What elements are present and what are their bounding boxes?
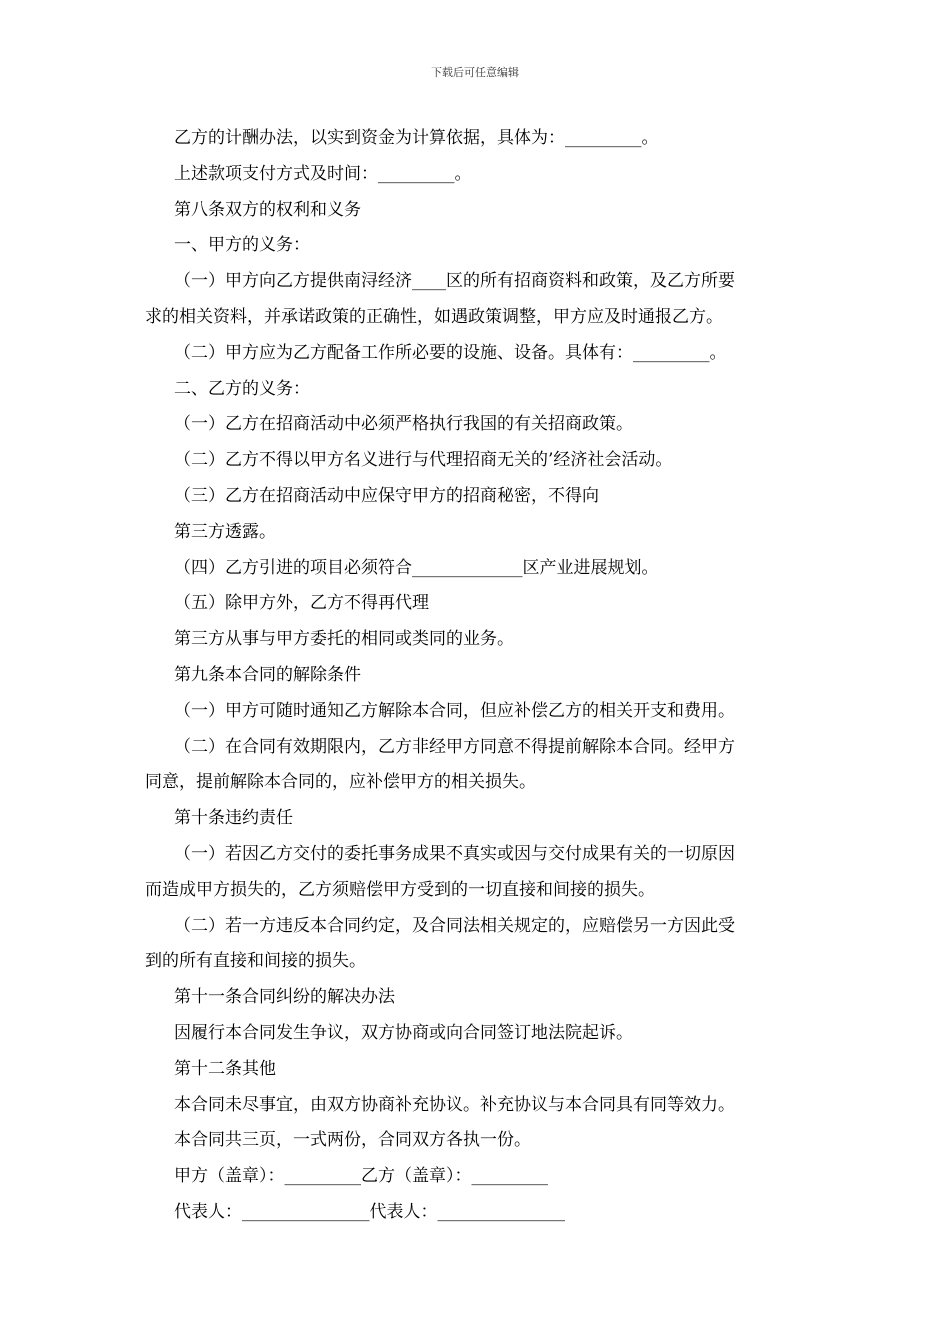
subsection-heading: 二、乙方的义务： [174, 378, 310, 399]
text-line: 本合同未尽事宜，由双方协商补充协议。补充协议与本合同具有同等效力。 [174, 1094, 735, 1115]
text-line: 上述款项支付方式及时间：_________。 [174, 163, 472, 184]
page-header: 下载后可任意编辑 [431, 66, 519, 79]
text-line: （三）乙方在招商活动中应保守甲方的招商秘密，不得向 [174, 485, 599, 506]
contract-body [145, 121, 810, 1231]
text-line: （二）乙方不得以甲方名义进行与代理招商无关的’经济社会活动。 [174, 450, 673, 471]
text-line: 到的所有直接和间接的损失。 [145, 951, 366, 972]
text-line: （一）甲方向乙方提供南浔经济____区的所有招商资料和政策，及乙方所要 [174, 271, 735, 292]
text-line: （一）甲方可随时通知乙方解除本合同，但应补偿乙方的相关开支和费用。 [174, 700, 735, 721]
text-line: 第三方透露。 [174, 521, 276, 542]
text-line: 同意，提前解除本合同的，应补偿甲方的相关损失。 [145, 772, 536, 793]
section-heading: 第十条违约责任 [174, 808, 293, 829]
text-line: （四）乙方引进的项目必须符合_____________区产业进展规划。 [174, 557, 659, 578]
text-line: （二）甲方应为乙方配备工作所必要的设施、设备。具体有：_________。 [174, 342, 727, 363]
section-heading: 第八条双方的权利和义务 [174, 199, 361, 220]
text-line: （一）若因乙方交付的委托事务成果不真实或因与交付成果有关的一切原因 [174, 843, 735, 864]
text-line: 而造成甲方损失的，乙方须赔偿甲方受到的一切直接和间接的损失。 [145, 879, 655, 900]
section-heading: 第十二条其他 [174, 1058, 276, 1079]
text-line: 乙方的计酬办法，以实到资金为计算依据，具体为：_________。 [174, 128, 659, 148]
subsection-heading: 一、甲方的义务： [174, 235, 310, 256]
text-line: 因履行本合同发生争议，双方协商或向合同签订地法院起诉。 [174, 1022, 633, 1043]
text-line: （二）若一方违反本合同约定，及合同法相关规定的，应赔偿另一方因此受 [174, 915, 735, 936]
text-line: 本合同共三页，一式两份，合同双方各执一份。 [174, 1130, 531, 1151]
text-line: （一）乙方在招商活动中必须严格执行我国的有关招商政策。 [174, 414, 633, 435]
text-line: （五）除甲方外，乙方不得再代理 [174, 593, 429, 614]
representative-line: 代表人：_______________代表人：_______________ [174, 1201, 565, 1222]
text-line: （二）在合同有效期限内，乙方非经甲方同意不得提前解除本合同。经甲方 [174, 736, 735, 757]
section-heading: 第九条本合同的解除条件 [174, 664, 361, 685]
section-heading: 第十一条合同纠纷的解决办法 [174, 987, 395, 1008]
text-line: 求的相关资料，并承诺政策的正确性，如遇政策调整，甲方应及时通报乙方。 [145, 306, 723, 327]
signature-line: 甲方（盖章）：_________乙方（盖章）：_________ [174, 1166, 548, 1187]
text-line: 第三方从事与甲方委托的相同或类同的业务。 [174, 629, 514, 650]
